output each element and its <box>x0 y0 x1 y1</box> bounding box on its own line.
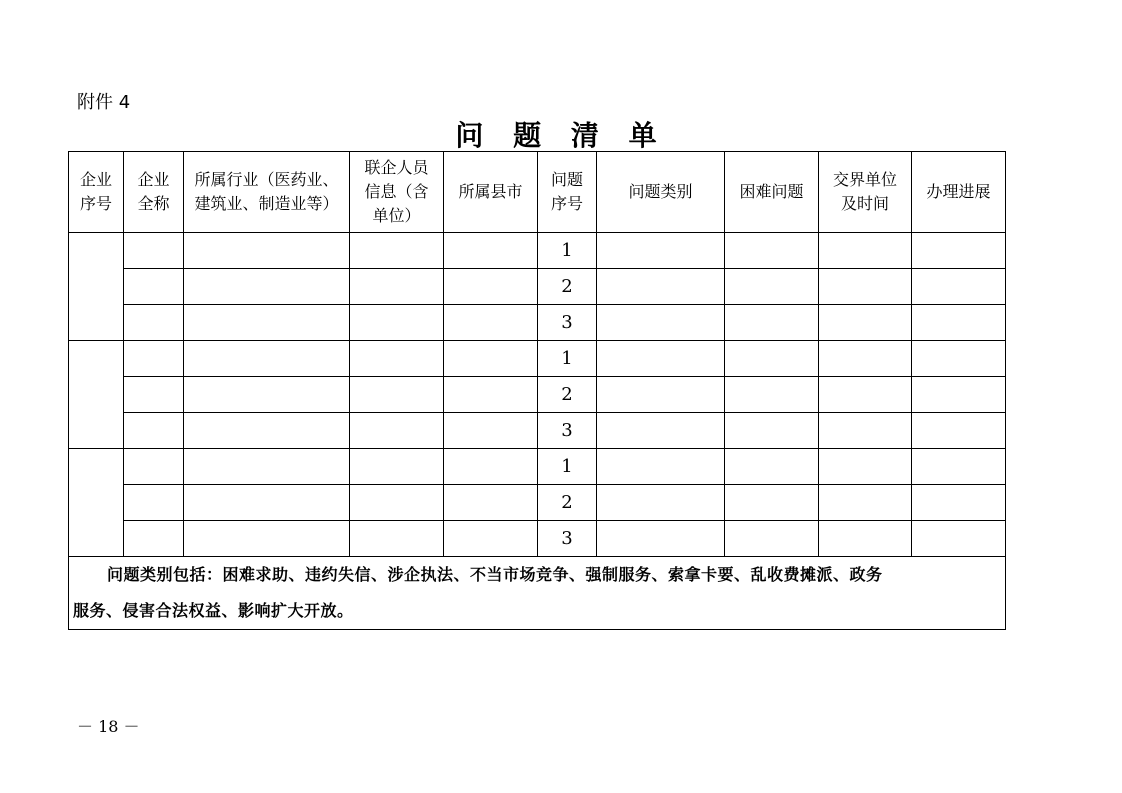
industry-cell[interactable] <box>184 449 350 485</box>
table-row <box>69 377 1006 413</box>
progress-cell[interactable] <box>912 269 1006 305</box>
table-row <box>69 341 1006 377</box>
notes-cell <box>69 557 1006 630</box>
header-line: 企业 <box>79 170 112 189</box>
contact-cell[interactable] <box>350 233 444 269</box>
issue-category-cell[interactable] <box>597 341 725 377</box>
header-line: 序号 <box>79 194 112 213</box>
table-row <box>69 413 1006 449</box>
county-city-cell[interactable] <box>444 449 538 485</box>
enterprise-name-cell[interactable] <box>124 341 184 377</box>
enterprise-name-cell[interactable] <box>124 377 184 413</box>
industry-cell[interactable] <box>184 413 350 449</box>
assigned-unit-cell[interactable] <box>819 233 912 269</box>
header-county-city <box>444 152 538 233</box>
table-row <box>69 449 1006 485</box>
header-line: 序号 <box>550 194 583 213</box>
header-assigned-unit <box>819 152 912 233</box>
table-row <box>69 521 1006 557</box>
header-line: 所属县市 <box>458 182 523 201</box>
header-line: 单位） <box>372 206 421 225</box>
contact-cell[interactable] <box>350 305 444 341</box>
assigned-unit-cell[interactable] <box>819 521 912 557</box>
issue-no-cell: 3 <box>538 305 597 341</box>
difficulty-cell[interactable] <box>725 449 819 485</box>
header-line: 所属行业（医药业、 <box>194 170 339 189</box>
enterprise-no-cell[interactable] <box>69 233 124 341</box>
page-number: － 18 － <box>77 717 140 736</box>
enterprise-name-cell[interactable] <box>124 233 184 269</box>
header-line: 企业 <box>137 170 170 189</box>
header-line: 信息（含 <box>364 182 429 201</box>
attachment-label: 附件 4 <box>77 92 131 113</box>
assigned-unit-cell[interactable] <box>819 413 912 449</box>
enterprise-name-cell[interactable] <box>124 485 184 521</box>
county-city-cell[interactable] <box>444 413 538 449</box>
page-title: 问 题 清 单 <box>455 119 667 152</box>
county-city-cell[interactable] <box>444 305 538 341</box>
header-line: 建筑业、制造业等） <box>194 194 339 213</box>
assigned-unit-cell[interactable] <box>819 377 912 413</box>
notes-row <box>69 557 1006 630</box>
enterprise-name-cell[interactable] <box>124 269 184 305</box>
difficulty-cell[interactable] <box>725 305 819 341</box>
header-line: 办理进展 <box>926 182 991 201</box>
progress-cell[interactable] <box>912 233 1006 269</box>
enterprise-name-cell[interactable] <box>124 413 184 449</box>
assigned-unit-cell[interactable] <box>819 449 912 485</box>
table-row <box>69 305 1006 341</box>
header-difficulty <box>725 152 819 233</box>
enterprise-name-cell[interactable] <box>124 305 184 341</box>
issue-no-cell: 3 <box>538 521 597 557</box>
header-line: 及时间 <box>840 194 889 213</box>
assigned-unit-cell[interactable] <box>819 341 912 377</box>
county-city-cell[interactable] <box>444 269 538 305</box>
difficulty-cell[interactable] <box>725 269 819 305</box>
contact-cell[interactable] <box>350 269 444 305</box>
issue-category-cell[interactable] <box>597 269 725 305</box>
contact-cell[interactable] <box>350 341 444 377</box>
notes-line-2: 服务、侵害合法权益、影响扩大开放。 <box>73 601 354 620</box>
table-row <box>69 269 1006 305</box>
progress-cell[interactable] <box>912 305 1006 341</box>
contact-cell[interactable] <box>350 413 444 449</box>
industry-cell[interactable] <box>184 341 350 377</box>
progress-cell[interactable] <box>912 377 1006 413</box>
header-progress <box>912 152 1006 233</box>
assigned-unit-cell[interactable] <box>819 269 912 305</box>
industry-cell[interactable] <box>184 377 350 413</box>
issue-no-cell: 1 <box>538 341 597 377</box>
header-line: 困难问题 <box>739 182 804 201</box>
progress-cell[interactable] <box>912 413 1006 449</box>
assigned-unit-cell[interactable] <box>819 485 912 521</box>
progress-cell[interactable] <box>912 341 1006 377</box>
table-row <box>69 233 1006 269</box>
assigned-unit-cell[interactable] <box>819 305 912 341</box>
industry-cell[interactable] <box>184 233 350 269</box>
issue-category-cell[interactable] <box>597 233 725 269</box>
county-city-cell[interactable] <box>444 233 538 269</box>
issue-no-cell: 2 <box>538 377 597 413</box>
industry-cell[interactable] <box>184 269 350 305</box>
contact-cell[interactable] <box>350 449 444 485</box>
progress-cell[interactable] <box>912 485 1006 521</box>
difficulty-cell[interactable] <box>725 377 819 413</box>
industry-cell[interactable] <box>184 485 350 521</box>
header-line: 全称 <box>137 194 170 213</box>
enterprise-name-cell[interactable] <box>124 449 184 485</box>
issue-no-cell: 2 <box>538 269 597 305</box>
difficulty-cell[interactable] <box>725 485 819 521</box>
header-issue-no <box>538 152 597 233</box>
county-city-cell[interactable] <box>444 521 538 557</box>
industry-cell[interactable] <box>184 305 350 341</box>
header-line: 问题 <box>550 170 583 189</box>
issue-list-table <box>68 151 1006 630</box>
issue-category-cell[interactable] <box>597 485 725 521</box>
header-contact <box>350 152 444 233</box>
progress-cell[interactable] <box>912 449 1006 485</box>
enterprise-no-cell[interactable] <box>69 449 124 557</box>
contact-cell[interactable] <box>350 485 444 521</box>
difficulty-cell[interactable] <box>725 233 819 269</box>
county-city-cell[interactable] <box>444 341 538 377</box>
difficulty-cell[interactable] <box>725 521 819 557</box>
issue-category-cell[interactable] <box>597 413 725 449</box>
table-header-row <box>69 152 1006 233</box>
progress-cell[interactable] <box>912 521 1006 557</box>
difficulty-cell[interactable] <box>725 341 819 377</box>
issue-no-cell: 3 <box>538 413 597 449</box>
county-city-cell[interactable] <box>444 485 538 521</box>
issue-no-cell: 2 <box>538 485 597 521</box>
difficulty-cell[interactable] <box>725 413 819 449</box>
notes-line-1-text: 问题类别包括：困难求助、违约失信、涉企执法、不当市场竞争、强制服务、索拿卡要、乱收费摊派、政务 <box>107 565 883 584</box>
header-industry <box>184 152 350 233</box>
contact-cell[interactable] <box>350 377 444 413</box>
contact-cell[interactable] <box>350 521 444 557</box>
county-city-cell[interactable] <box>444 377 538 413</box>
issue-category-cell[interactable] <box>597 521 725 557</box>
issue-category-cell[interactable] <box>597 449 725 485</box>
header-line: 联企人员 <box>364 158 429 177</box>
header-issue-category <box>597 152 725 233</box>
header-line: 问题类别 <box>628 182 693 201</box>
issue-category-cell[interactable] <box>597 377 725 413</box>
header-enterprise-no <box>69 152 124 233</box>
enterprise-no-cell[interactable] <box>69 341 124 449</box>
header-line: 交界单位 <box>832 170 897 189</box>
table-row <box>69 485 1006 521</box>
industry-cell[interactable] <box>184 521 350 557</box>
notes-line-1 <box>73 557 1001 593</box>
issue-category-cell[interactable] <box>597 305 725 341</box>
enterprise-name-cell[interactable] <box>124 521 184 557</box>
issue-no-cell: 1 <box>538 449 597 485</box>
issue-no-cell: 1 <box>538 233 597 269</box>
header-enterprise-name <box>124 152 184 233</box>
